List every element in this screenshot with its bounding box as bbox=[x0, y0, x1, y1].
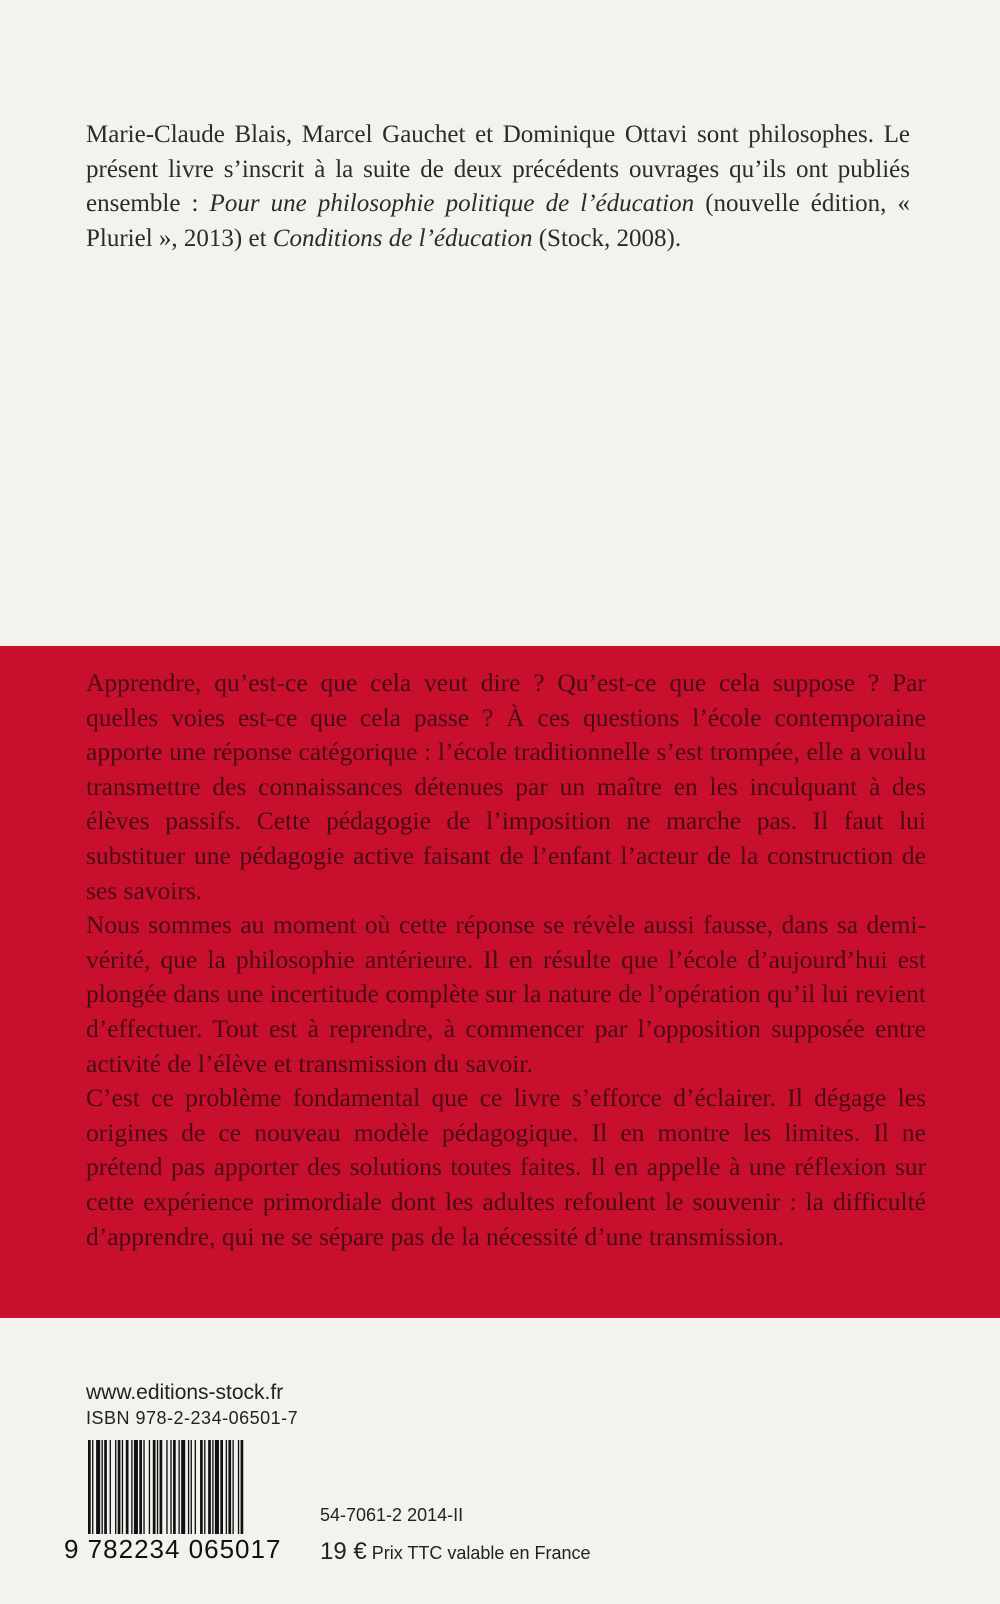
price-amount: 19 € bbox=[320, 1538, 367, 1565]
bio-title-2: Conditions de l’éducation bbox=[272, 224, 533, 252]
blurb-text bbox=[86, 666, 926, 1254]
blurb-paragraph-1: Apprendre, qu’est-ce que cela veut dire ? Qu’est-ce que cela suppose ? Par quelles voies est-ce que cela passe ? À ces questions l’école contemporaine apporte une réponse catégorique : l’école traditionnelle s’est trompée, elle a voulu transmettre des connaissances détenues par un maître en les inculquant à des élèves passifs. Cette pédagogie de l’imposition ne marche pas. Il faut lui substituer une pédagogie active faisant de l’enfant l’acteur de la construction de ses savoirs. bbox=[86, 668, 926, 905]
price-text: Prix TTC valable en France bbox=[366, 1543, 591, 1563]
author-bio bbox=[86, 118, 910, 256]
reference-code: 54-7061-2 2014-II bbox=[320, 1505, 464, 1525]
bio-title-1: Pour une philosophie politique de l’éducation bbox=[209, 190, 695, 217]
bio-text-1: Marie-Claude Blais, Marcel Gauchet et Dominique Ottavi sont philosophes. Le présent livre s’inscrit à la suite de deux précédents ouvrages qu’ils ont publiés ensemble : bbox=[86, 121, 910, 217]
blurb-band bbox=[0, 646, 1000, 1318]
isbn: ISBN 978-2-234-06501-7 bbox=[86, 1408, 299, 1428]
blurb-paragraph-2: Nous sommes au moment où cette réponse se révèle aussi fausse, dans sa demi-vérité, que la philosophie antérieure. Il en résulte que l’école d’aujourd’hui est plongée dans une incertitude complète sur la nature de l’opération qu’il lui revient d’effectuer. Tout est à reprendre, à commencer par l’opposition supposée entre activité de l’élève et transmission du savoir. bbox=[86, 910, 926, 1078]
bio-text-3: (Stock, 2008). bbox=[532, 224, 682, 252]
price bbox=[320, 1538, 590, 1566]
publisher-url: www.editions-stock.fr bbox=[86, 1381, 284, 1404]
blurb-paragraph-3: C’est ce problème fondamental que ce livre s’efforce d’éclairer. Il dégage les origines de ce nouveau modèle pédagogique. Il en montre les limites. Il ne prétend pas apporter des solutions toutes faites. Il en appelle à une réflexion sur cette expérience primordiale dont les adultes refoulent le souvenir : la difficulté d’apprendre, qui ne se sépare pas de la nécessité d’une transmission. bbox=[86, 1083, 926, 1251]
bio-text-2: (nouvelle édition, « Pluriel », 2013) et bbox=[86, 190, 911, 252]
barcode-digits: 9 782234 065017 bbox=[64, 1534, 304, 1565]
